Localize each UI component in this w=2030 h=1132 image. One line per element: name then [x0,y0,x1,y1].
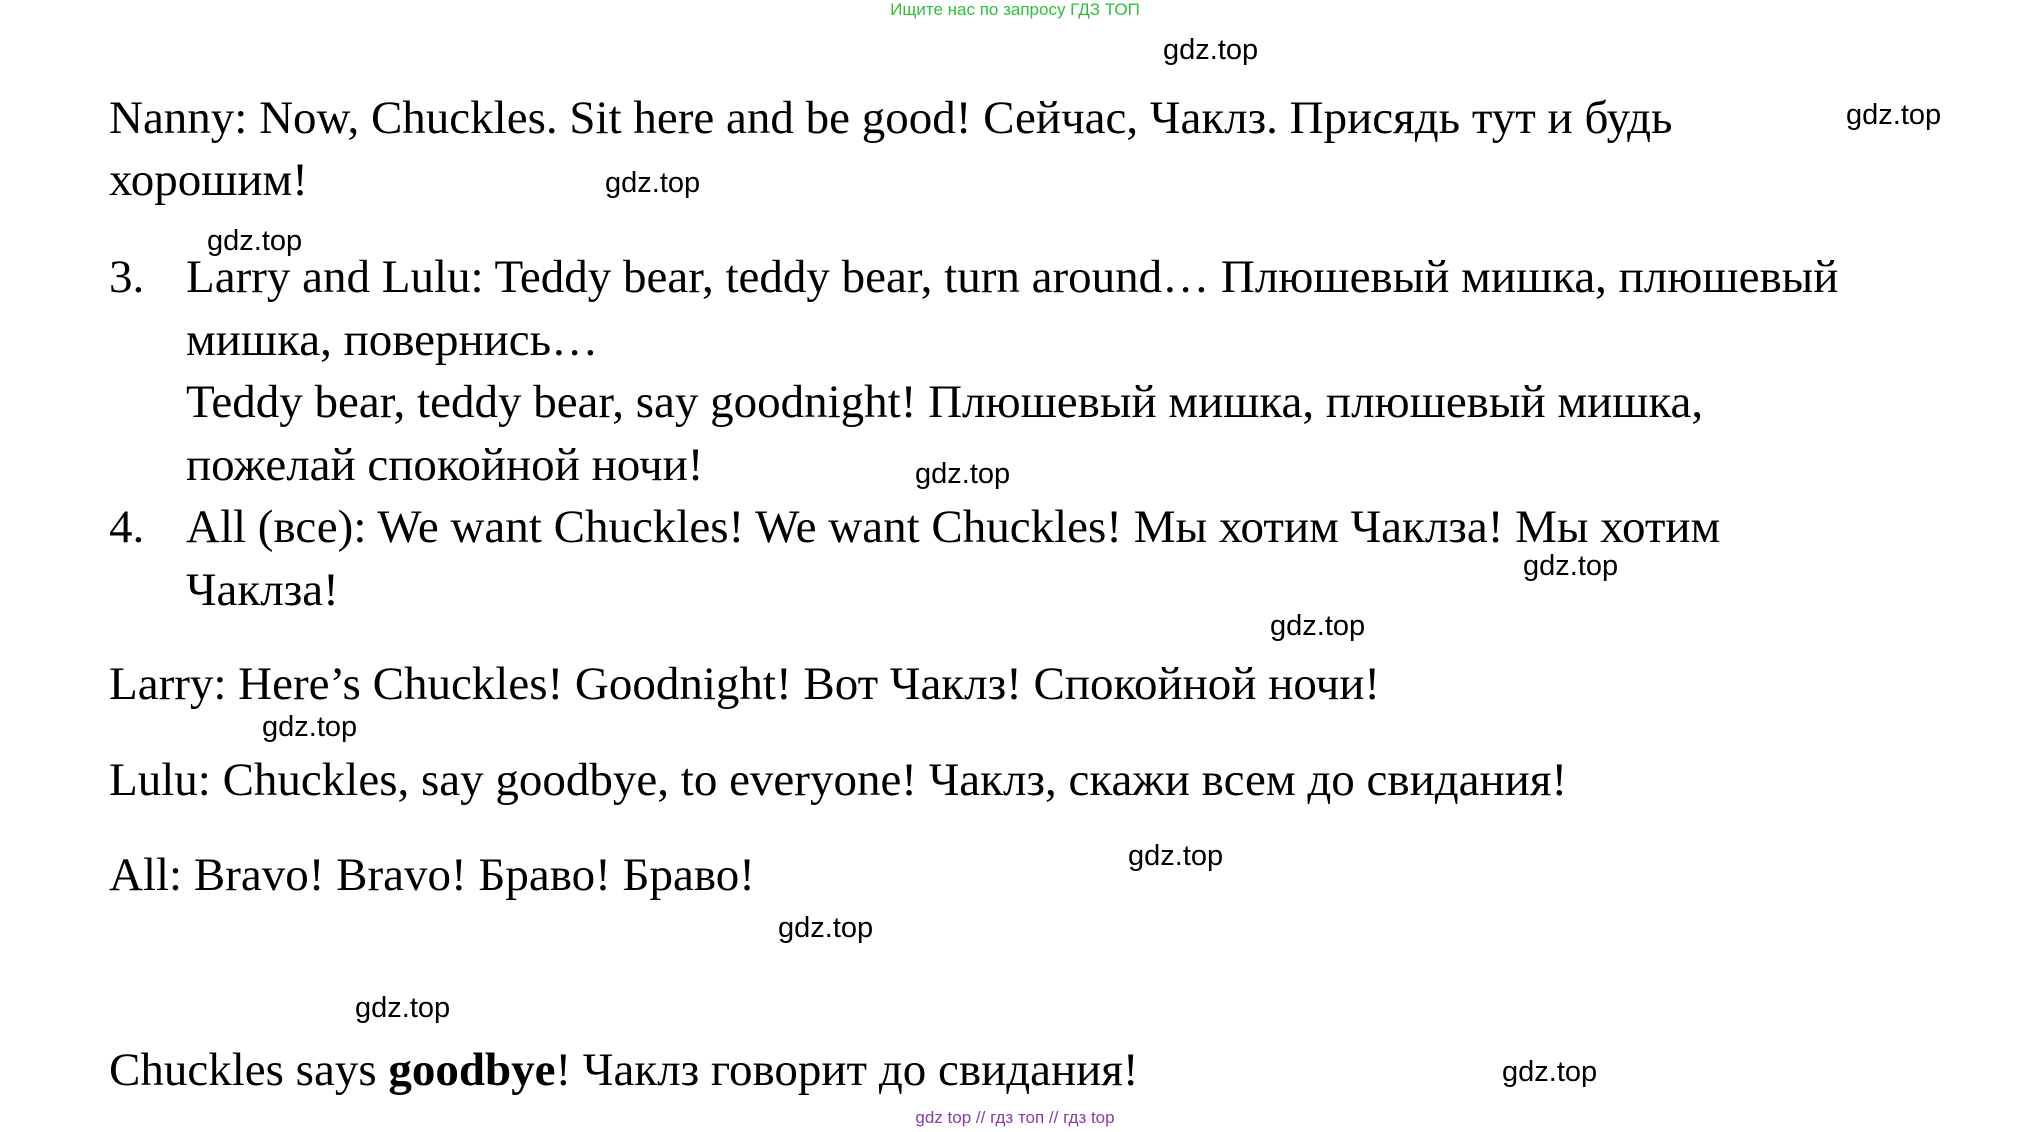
watermark: gdz.top [915,458,1011,490]
watermark: gdz.top [1270,610,1366,642]
item-number-3: 3. [109,251,145,303]
watermark: gdz.top [207,225,303,257]
watermark: gdz.top [1523,550,1619,582]
final-text-start: Chuckles says [109,1044,389,1096]
line-3-4: пожелай спокойной ночи! [186,439,704,491]
watermark: gdz.top [605,167,701,199]
top-search-note: Ищите нас по запросу ГДЗ ТОП [890,0,1140,19]
line-3-2: мишка, повернись… [186,314,599,366]
line-final [109,1040,1139,1100]
line-4-2: Чаклза! [186,564,339,616]
line-3-3: Teddy bear, teddy bear, say goodnight! Плюшевый мишка, плюшевый мишка, [186,376,1704,428]
bottom-links-note: gdz top // гдз топ // гдз top [915,1108,1115,1127]
final-text-end: ! Чаклз говорит до свидания! [555,1044,1139,1096]
item-number-4: 4. [109,501,145,553]
watermark: gdz.top [1502,1056,1598,1088]
watermark: gdz.top [1846,99,1942,131]
watermark: gdz.top [778,912,874,944]
line-all: All: Bravo! Bravo! Браво! Браво! [109,849,755,901]
watermark: gdz.top [355,992,451,1024]
line-larry: Larry: Here’s Chuckles! Goodnight! Вот Чаклз! Спокойной ночи! [109,658,1381,710]
line-3-1: Larry and Lulu: Teddy bear, teddy bear, turn around… Плюшевый мишка, плюшевый [186,251,1839,303]
line-lulu: Lulu: Chuckles, say goodbye, to everyone! Чаклз, скажи всем до свидания! [109,754,1568,806]
watermark: gdz.top [1163,34,1259,66]
line-nanny-1: Nanny: Now, Chuckles. Sit here and be good! Сейчас, Чаклз. Присядь тут и будь [109,92,1673,144]
watermark: gdz.top [262,711,358,743]
final-bold-word: goodbye [388,1044,556,1096]
line-4-1: All (все): We want Chuckles! We want Chuckles! Мы хотим Чаклза! Мы хотим [186,501,1721,553]
line-nanny-2: хорошим! [109,154,308,206]
watermark: gdz.top [1128,840,1224,872]
